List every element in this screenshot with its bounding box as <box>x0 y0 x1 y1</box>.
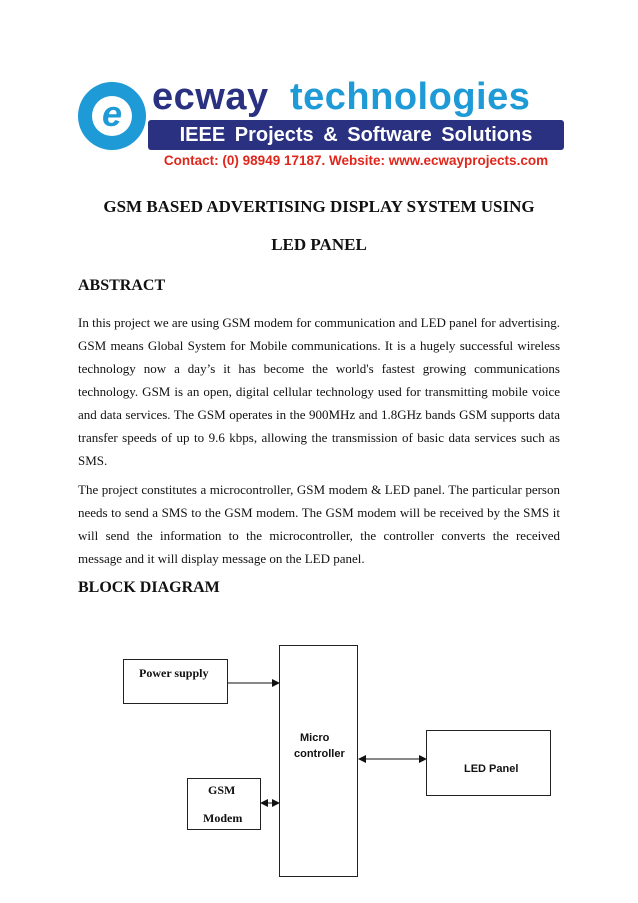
power-supply-block <box>123 659 228 704</box>
gsm-modem-label-line2: Modem <box>203 811 243 825</box>
microcontroller-label-line2: controller <box>294 748 345 760</box>
led-panel-block <box>426 730 551 796</box>
logo-tagline: IEEE Projects & Software Solutions <box>179 124 533 146</box>
logo-e-icon: e <box>78 82 146 150</box>
power-supply-label: Power supply <box>139 666 209 680</box>
document-title-line1: GSM BASED ADVERTISING DISPLAY SYSTEM USING <box>103 197 535 216</box>
abstract-heading: ABSTRACT <box>78 277 166 294</box>
logo-brand-technologies: technologies <box>290 76 531 118</box>
abstract-paragraph-2: The project constitutes a microcontroller, GSM modem & LED panel. The particular person needs to send a SMS to the GSM modem. The GSM modem will be received by the SMS it will send the information to the microcontroller, the controller converts the received message and it will display message on the LED panel. <box>78 482 560 566</box>
gsm-modem-label-line1: GSM <box>208 783 236 797</box>
block-diagram-heading: BLOCK DIAGRAM <box>78 579 220 596</box>
logo-brand-ecway: ecway <box>152 76 269 118</box>
abstract-paragraph-1: In this project we are using GSM modem for communication and LED panel for advertising. GSM means Global System for Mobile communications. It is a hugely successful wireless technology now a day’s it has become the world's fastest growing communications technology. GSM is an open, digital cellular technology used for transmitting mobile voice and data services. The GSM operates in the 900MHz and 1.8GHz bands GSM supports data transfer speeds of up to 9.6 kbps, allowing the transmission of basic data services such as SMS. <box>78 315 560 468</box>
logo-contact: Contact: (0) 98949 17187. Website: www.ecwayprojects.com <box>163 153 549 168</box>
gsm-modem-block <box>187 778 261 830</box>
microcontroller-label-line1: Micro <box>300 732 330 744</box>
microcontroller-block <box>279 645 358 877</box>
document-title-line2: LED PANEL <box>271 235 367 254</box>
led-panel-label: LED Panel <box>464 763 519 775</box>
